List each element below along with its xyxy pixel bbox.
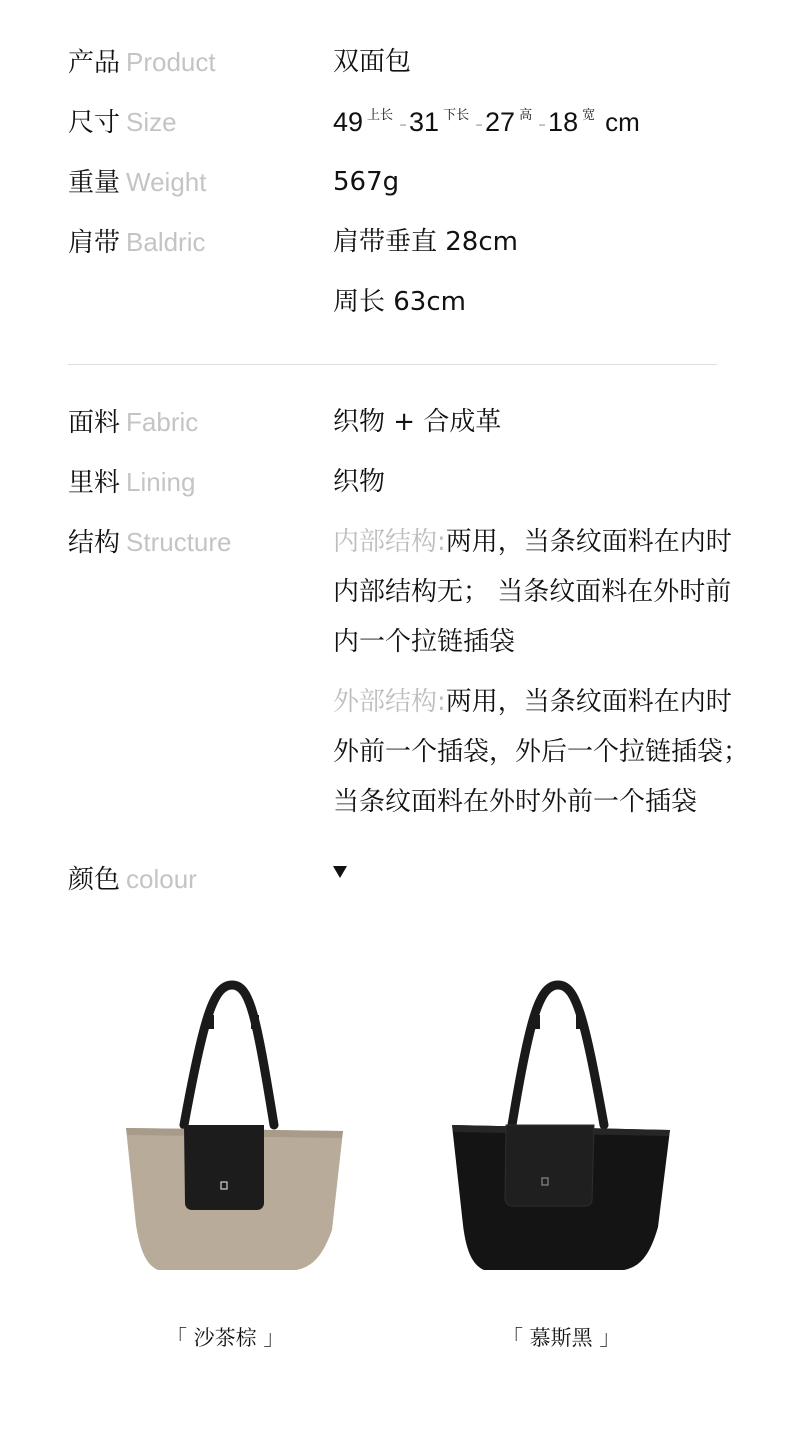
size-sup-1: 上长 <box>367 108 394 123</box>
caption-mousse-black: 「 慕斯黑 」 <box>502 1326 621 1350</box>
structure-outer-label: 外部结构: <box>333 687 446 717</box>
label-fabric-cn: 面料 <box>68 408 121 438</box>
label-lining <box>68 464 195 501</box>
label-product-en: Product <box>126 47 216 77</box>
size-sup-3: 高 <box>519 108 533 123</box>
label-baldric-cn: 肩带 <box>68 228 121 258</box>
label-baldric <box>68 224 206 261</box>
label-fabric <box>68 404 198 441</box>
structure-inner-line-3: 内一个拉链插袋 <box>333 627 516 657</box>
section-divider <box>68 364 717 365</box>
label-size-en: Size <box>126 107 177 137</box>
label-size <box>68 104 177 141</box>
label-weight-cn: 重量 <box>68 168 121 198</box>
caption-sand-brown: 「 沙茶棕 」 <box>166 1326 285 1350</box>
label-product-cn: 产品 <box>68 48 121 78</box>
label-fabric-en: Fabric <box>126 407 199 437</box>
triangle-down-icon <box>333 866 347 878</box>
structure-outer-line-1 <box>333 684 732 720</box>
label-weight <box>68 164 206 201</box>
label-baldric-en: Baldric <box>126 227 206 257</box>
bag-image-mousse-black[interactable] <box>446 975 681 1280</box>
structure-outer-line-3: 当条纹面料在外时外前一个插袋 <box>333 787 698 817</box>
value-size <box>333 104 640 146</box>
label-size-cn: 尺寸 <box>68 108 121 138</box>
label-lining-cn: 里料 <box>68 468 121 498</box>
value-product: 双面包 <box>333 47 412 77</box>
size-num-1: 49 <box>333 107 364 137</box>
value-baldric-1: 肩带垂直 28cm <box>333 227 518 257</box>
value-fabric: 织物 + 合成革 <box>333 407 502 437</box>
structure-inner-line-2: 内部结构无； 当条纹面料在外时前 <box>333 577 732 607</box>
size-num-4: 18 <box>548 107 579 137</box>
label-structure-en: Structure <box>126 527 232 557</box>
label-colour-cn: 颜色 <box>68 865 121 895</box>
size-dash-1: - <box>399 112 408 137</box>
size-sup-2: 下长 <box>443 108 470 123</box>
label-product <box>68 44 216 81</box>
label-colour-en: colour <box>126 864 197 894</box>
structure-inner-text-1: 两用，当条纹面料在内时 <box>445 527 732 557</box>
label-lining-en: Lining <box>126 467 196 497</box>
structure-outer-text-1: 两用，当条纹面料在内时 <box>445 687 732 717</box>
size-unit: cm <box>605 107 640 137</box>
label-structure <box>68 524 232 561</box>
bag-image-sand-brown[interactable] <box>118 975 353 1280</box>
size-sup-4: 宽 <box>582 108 596 123</box>
size-dash-3: - <box>538 112 547 137</box>
value-baldric-2: 周长 63cm <box>333 287 466 317</box>
label-structure-cn: 结构 <box>68 528 121 558</box>
structure-inner-line-1 <box>333 524 732 560</box>
value-lining: 织物 <box>333 467 386 497</box>
label-colour <box>68 861 197 898</box>
size-num-3: 27 <box>485 107 516 137</box>
size-dash-2: - <box>475 112 484 137</box>
label-weight-en: Weight <box>126 167 207 197</box>
structure-inner-label: 内部结构: <box>333 527 446 557</box>
value-weight: 567g <box>333 167 400 197</box>
structure-outer-line-2: 外前一个插袋，外后一个拉链插袋； <box>333 737 750 767</box>
size-num-2: 31 <box>409 107 440 137</box>
